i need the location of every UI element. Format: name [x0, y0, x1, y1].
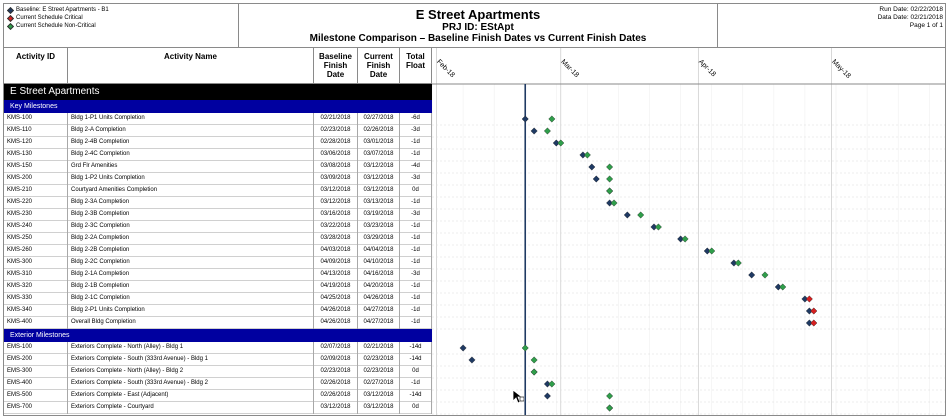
activity-id-cell: KMS-260: [4, 245, 68, 257]
current-finish-cell: 03/12/2018: [358, 390, 400, 402]
activity-name-cell: Bldg 2-1C Completion: [68, 293, 314, 305]
current-finish-cell: 04/20/2018: [358, 281, 400, 293]
total-float-cell: -1d: [400, 293, 432, 305]
table-row[interactable]: [4, 378, 432, 390]
noncritical-milestone-marker: [708, 248, 714, 254]
noncritical-milestone-marker: [762, 272, 768, 278]
legend-label: Baseline: E Street Apartments - B1: [16, 7, 109, 13]
activity-name-cell: Grd Flr Amenities: [68, 161, 314, 173]
project-band: E Street Apartments: [4, 84, 432, 100]
current-finish-cell: 04/16/2018: [358, 269, 400, 281]
activity-id-cell: KMS-220: [4, 197, 68, 209]
activity-name-cell: Bldg 2-3B Completion: [68, 209, 314, 221]
current-finish-cell: 03/12/2018: [358, 173, 400, 185]
noncritical-milestone-marker: [549, 116, 555, 122]
current-finish-cell: 02/27/2018: [358, 378, 400, 390]
noncritical-milestone-marker: [606, 188, 612, 194]
activity-id-cell: EMS-300: [4, 366, 68, 378]
legend: [4, 4, 239, 48]
baseline-finish-cell: 02/26/2018: [314, 390, 358, 402]
total-float-cell: -1d: [400, 149, 432, 161]
critical-diamond-icon: [7, 14, 14, 21]
wbs-band[interactable]: Key Milestones: [4, 100, 432, 113]
baseline-finish-cell: 04/26/2018: [314, 305, 358, 317]
activity-name-cell: Bldg 2-A Completion: [68, 125, 314, 137]
table-row[interactable]: [4, 366, 432, 378]
current-finish-cell: 03/23/2018: [358, 221, 400, 233]
activity-id-cell: KMS-120: [4, 137, 68, 149]
activity-id-cell: KMS-210: [4, 185, 68, 197]
current-finish-cell: 04/10/2018: [358, 257, 400, 269]
activity-name-cell: Bldg 1-P2 Units Completion: [68, 173, 314, 185]
report-subtitle: Milestone Comparison – Baseline Finish Dates vs Current Finish Dates: [309, 33, 647, 44]
total-float-cell: -1d: [400, 317, 432, 329]
noncritical-milestone-marker: [558, 140, 564, 146]
activity-id-cell: KMS-230: [4, 209, 68, 221]
baseline-milestone-marker: [460, 345, 466, 351]
run-date: Run Date: 02/22/2018: [879, 6, 943, 13]
report-title: E Street Apartments: [415, 7, 541, 22]
activity-id-cell: KMS-150: [4, 161, 68, 173]
baseline-milestone-marker: [522, 116, 528, 122]
column-header-baseline-finish[interactable]: Baseline Finish Date: [314, 48, 358, 84]
noncritical-milestone-marker: [655, 224, 661, 230]
total-float-cell: -14d: [400, 342, 432, 354]
table-row[interactable]: [4, 113, 432, 125]
activity-id-cell: KMS-300: [4, 257, 68, 269]
baseline-finish-cell: 03/22/2018: [314, 221, 358, 233]
activity-name-cell: Overall Bldg Completion: [68, 317, 314, 329]
baseline-finish-cell: 03/09/2018: [314, 173, 358, 185]
table-row[interactable]: [4, 317, 432, 329]
activity-id-cell: KMS-320: [4, 281, 68, 293]
noncritical-milestone-marker: [549, 381, 555, 387]
total-float-cell: -1d: [400, 305, 432, 317]
noncritical-milestone-marker: [780, 284, 786, 290]
baseline-milestone-marker: [589, 164, 595, 170]
baseline-finish-cell: 02/09/2018: [314, 354, 358, 366]
activity-name-cell: Bldg 2-2A Completion: [68, 233, 314, 245]
baseline-milestone-marker: [748, 272, 754, 278]
legend-item-baseline: [8, 6, 234, 14]
activity-name-cell: Exteriors Complete - North (Alley) - Bldg 1: [68, 342, 314, 354]
activity-id-cell: KMS-100: [4, 113, 68, 125]
total-float-cell: -6d: [400, 113, 432, 125]
gantt-chart: [432, 48, 946, 416]
baseline-finish-cell: 03/06/2018: [314, 149, 358, 161]
current-finish-cell: 04/26/2018: [358, 293, 400, 305]
total-float-cell: -1d: [400, 233, 432, 245]
total-float-cell: -3d: [400, 173, 432, 185]
baseline-finish-cell: 03/16/2018: [314, 209, 358, 221]
baseline-milestone-marker: [624, 212, 630, 218]
total-float-cell: -1d: [400, 378, 432, 390]
table-row[interactable]: [4, 125, 432, 137]
baseline-finish-cell: 04/25/2018: [314, 293, 358, 305]
activity-id-cell: KMS-330: [4, 293, 68, 305]
project-id: PRJ ID: EStApt: [442, 22, 514, 33]
wbs-band[interactable]: Exterior Milestones: [4, 329, 432, 342]
baseline-milestone-marker: [593, 176, 599, 182]
noncritical-milestone-marker: [606, 405, 612, 411]
noncritical-milestone-marker: [606, 176, 612, 182]
activity-id-cell: KMS-340: [4, 305, 68, 317]
current-finish-cell: 03/01/2018: [358, 137, 400, 149]
activity-id-cell: EMS-100: [4, 342, 68, 354]
activity-name-cell: Exteriors Complete - South (333rd Avenue) - Bldg 2: [68, 378, 314, 390]
legend-item-noncritical: [8, 22, 234, 30]
data-date: Data Date: 02/21/2018: [877, 14, 943, 21]
total-float-cell: -1d: [400, 197, 432, 209]
activity-name-cell: Bldg 2-2B Completion: [68, 245, 314, 257]
table-row[interactable]: [4, 173, 432, 185]
total-float-cell: -1d: [400, 257, 432, 269]
noncritical-milestone-marker: [611, 200, 617, 206]
activity-id-cell: EMS-500: [4, 390, 68, 402]
activity-id-cell: KMS-110: [4, 125, 68, 137]
noncritical-milestone-marker: [606, 393, 612, 399]
activity-id-cell: KMS-310: [4, 269, 68, 281]
noncritical-diamond-icon: [7, 22, 14, 29]
current-finish-cell: 04/27/2018: [358, 305, 400, 317]
baseline-finish-cell: 04/26/2018: [314, 317, 358, 329]
table-row[interactable]: [4, 161, 432, 173]
current-finish-cell: 04/04/2018: [358, 245, 400, 257]
total-float-cell: -1d: [400, 281, 432, 293]
activity-name-cell: Exteriors Complete - North (Alley) - Bldg 2: [68, 366, 314, 378]
baseline-finish-cell: 03/08/2018: [314, 161, 358, 173]
activity-name-cell: Bldg 2-4B Completion: [68, 137, 314, 149]
noncritical-milestone-marker: [735, 260, 741, 266]
table-row[interactable]: [4, 245, 432, 257]
current-finish-cell: 02/21/2018: [358, 342, 400, 354]
activity-id-cell: EMS-700: [4, 402, 68, 414]
legend-item-critical: [8, 14, 234, 22]
activity-name-cell: Bldg 2-P1 Units Completion: [68, 305, 314, 317]
total-float-cell: -1d: [400, 137, 432, 149]
page-number: Page 1 of 1: [909, 22, 943, 29]
table-row[interactable]: [4, 305, 432, 317]
baseline-finish-cell: 03/28/2018: [314, 233, 358, 245]
critical-milestone-marker: [806, 296, 812, 302]
table-row[interactable]: [4, 390, 432, 402]
total-float-cell: -1d: [400, 245, 432, 257]
total-float-cell: -14d: [400, 354, 432, 366]
mouse-cursor-icon: [512, 389, 524, 405]
activity-name-cell: Bldg 2-3C Completion: [68, 221, 314, 233]
activity-name-cell: Bldg 2-2C Completion: [68, 257, 314, 269]
activity-id-cell: KMS-130: [4, 149, 68, 161]
baseline-finish-cell: 02/28/2018: [314, 137, 358, 149]
current-finish-cell: 03/13/2018: [358, 197, 400, 209]
baseline-finish-cell: 04/13/2018: [314, 269, 358, 281]
column-header-total-float[interactable]: Total Float: [400, 48, 432, 84]
baseline-finish-cell: 02/23/2018: [314, 125, 358, 137]
activity-name-cell: Bldg 1-P1 Units Completion: [68, 113, 314, 125]
current-finish-cell: 02/26/2018: [358, 125, 400, 137]
noncritical-milestone-marker: [682, 236, 688, 242]
current-finish-cell: 02/23/2018: [358, 354, 400, 366]
baseline-finish-cell: 02/26/2018: [314, 378, 358, 390]
timescale-label: Feb-18: [435, 58, 456, 80]
critical-milestone-marker: [811, 320, 817, 326]
current-finish-cell: 03/07/2018: [358, 149, 400, 161]
legend-label: Current Schedule Critical: [16, 15, 83, 21]
noncritical-milestone-marker: [637, 212, 643, 218]
total-float-cell: -1d: [400, 221, 432, 233]
baseline-finish-cell: 03/12/2018: [314, 402, 358, 414]
critical-milestone-marker: [811, 308, 817, 314]
table-row[interactable]: [4, 221, 432, 233]
current-finish-cell: 03/12/2018: [358, 185, 400, 197]
noncritical-milestone-marker: [531, 369, 537, 375]
activity-name-cell: Bldg 2-1B Completion: [68, 281, 314, 293]
table-row[interactable]: [4, 281, 432, 293]
baseline-milestone-marker: [544, 393, 550, 399]
table-row[interactable]: [4, 342, 432, 354]
current-finish-cell: 03/12/2018: [358, 161, 400, 173]
table-row[interactable]: [4, 209, 432, 221]
activity-id-cell: KMS-200: [4, 173, 68, 185]
baseline-finish-cell: 04/19/2018: [314, 281, 358, 293]
noncritical-milestone-marker: [522, 345, 528, 351]
column-header-activity-id[interactable]: Activity ID: [4, 48, 68, 84]
total-float-cell: -14d: [400, 390, 432, 402]
baseline-finish-cell: 03/12/2018: [314, 185, 358, 197]
activity-name-cell: Bldg 2-4C Completion: [68, 149, 314, 161]
noncritical-milestone-marker: [531, 357, 537, 363]
activity-id-cell: KMS-250: [4, 233, 68, 245]
timescale-label: May-18: [830, 58, 852, 80]
table-row[interactable]: [4, 293, 432, 305]
total-float-cell: 0d: [400, 185, 432, 197]
activity-name-cell: Bldg 2-1A Completion: [68, 269, 314, 281]
run-info: [717, 4, 946, 48]
table-row[interactable]: [4, 257, 432, 269]
total-float-cell: -3d: [400, 125, 432, 137]
activity-id-cell: EMS-200: [4, 354, 68, 366]
table-row[interactable]: [4, 185, 432, 197]
total-float-cell: -3d: [400, 209, 432, 221]
current-finish-cell: 02/23/2018: [358, 366, 400, 378]
baseline-finish-cell: 03/12/2018: [314, 197, 358, 209]
table-row[interactable]: [4, 197, 432, 209]
table-row[interactable]: [4, 149, 432, 161]
table-row[interactable]: [4, 233, 432, 245]
activity-id-cell: KMS-400: [4, 317, 68, 329]
baseline-finish-cell: 02/23/2018: [314, 366, 358, 378]
total-float-cell: 0d: [400, 366, 432, 378]
legend-label: Current Schedule Non-Critical: [16, 23, 96, 29]
activity-id-cell: KMS-240: [4, 221, 68, 233]
baseline-finish-cell: 04/03/2018: [314, 245, 358, 257]
current-finish-cell: 04/27/2018: [358, 317, 400, 329]
baseline-finish-cell: 04/09/2018: [314, 257, 358, 269]
baseline-finish-cell: 02/07/2018: [314, 342, 358, 354]
table-row[interactable]: [4, 269, 432, 281]
noncritical-milestone-marker: [544, 128, 550, 134]
timescale-label: Mar-18: [559, 58, 580, 80]
total-float-cell: -4d: [400, 161, 432, 173]
activity-name-cell: Exteriors Complete - South (333rd Avenue) - Bldg 1: [68, 354, 314, 366]
noncritical-milestone-marker: [584, 152, 590, 158]
baseline-diamond-icon: [7, 6, 14, 13]
current-finish-cell: 02/27/2018: [358, 113, 400, 125]
column-header-activity-name[interactable]: Activity Name: [68, 48, 314, 84]
report-frame: [3, 3, 946, 416]
current-finish-cell: 03/12/2018: [358, 402, 400, 414]
total-float-cell: -3d: [400, 269, 432, 281]
current-finish-cell: 03/19/2018: [358, 209, 400, 221]
baseline-milestone-marker: [531, 128, 537, 134]
noncritical-milestone-marker: [606, 164, 612, 170]
column-header-current-finish[interactable]: Current Finish Date: [358, 48, 400, 84]
timescale-label: Apr-18: [696, 58, 717, 79]
baseline-finish-cell: 02/21/2018: [314, 113, 358, 125]
activity-name-cell: Bldg 2-3A Completion: [68, 197, 314, 209]
activity-name-cell: Exteriors Complete - Courtyard: [68, 402, 314, 414]
report-title-block: [239, 4, 717, 48]
total-float-cell: 0d: [400, 402, 432, 414]
table-row[interactable]: [4, 402, 432, 414]
table-row[interactable]: [4, 354, 432, 366]
activity-name-cell: Courtyard Amenities Completion: [68, 185, 314, 197]
table-row[interactable]: [4, 137, 432, 149]
current-finish-cell: 03/29/2018: [358, 233, 400, 245]
activity-name-cell: Exteriors Complete - East (Adjacent): [68, 390, 314, 402]
baseline-milestone-marker: [469, 357, 475, 363]
activity-id-cell: EMS-400: [4, 378, 68, 390]
